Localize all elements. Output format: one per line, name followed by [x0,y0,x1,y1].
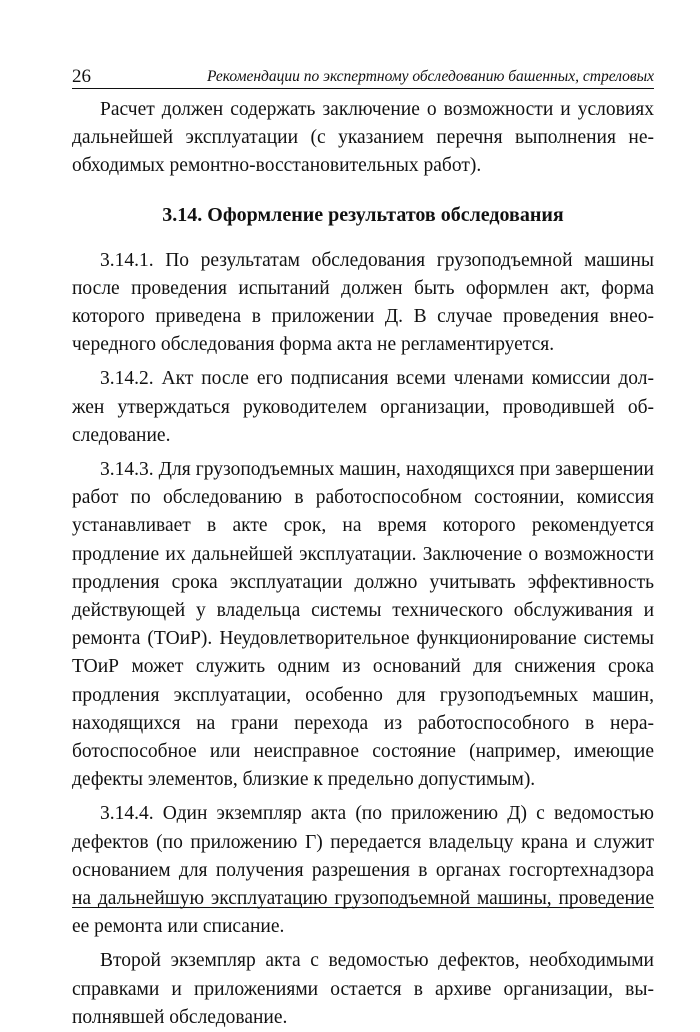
running-title: Рекомендации по экспертному обследованию башенных, стреловых [206,68,654,85]
paragraph-3-14-1: 3.14.1. По результатам обследования грузоподъемной машины после проведения испытаний должен быть оформлен акт, форма которого приведена в приложении Д. В случае проведения внеочередного обследования форма акта не регламентируется. [72,249,654,356]
paragraph-3-14-3: 3.14.3. Для грузоподъемных машин, находящихся при завершении работ по обследованию в работоспособном состоянии, комиссия устанавливает в акте срок, на время которого рекомендуется продление их дальнейшей эксплуатации. Заключение о возможности продления срока эксплуатации должно учитывать эффективность действующей у владельца системы технического обслуживания и ремонта (ТОиР). Неудовлетворительное функционирование системы ТОиР может служить одним из оснований для снижения срока продления эксплуатации, особенно для грузоподъемных машин, находящихся на грани перехода из работоспособного в неработоспособное или неисправное состояние (например, имеющие дефекты элементов, близкие к предельно допустимым). [72,459,654,791]
page-number: 26 [72,66,91,87]
page-body [72,96,654,1032]
paragraph-3-14-4: 3.14.4. Один экземпляр акта (по приложению Д) с ведомостью дефектов (по приложению Г) передается владельцу крана и служит основанием для получения разрешения в органах госгортехнадзора на дальнейшую эксплуатацию грузоподъемной машины, проведение ее ремонта или списание. [72,803,654,938]
section-heading: 3.14. Оформление результатов обследования [162,203,564,226]
page-header [72,66,654,89]
paragraph-second-copy: Второй экземпляр акта с ведомостью дефектов, необходимыми справками и приложениями остается в архиве организации, выполнявшей обследование. [72,950,654,1028]
intro-paragraph: Расчет должен содержать заключение о возможности и условиях дальнейшей эксплуатации (с указанием перечня выполнения необходимых ремонтно-восстановительных работ). [72,99,654,177]
footer-rule [72,907,654,908]
paragraph-3-14-2: 3.14.2. Акт после его подписания всеми членами комиссии должен утверждаться руководителем организации, проводившей обследование. [72,368,654,446]
